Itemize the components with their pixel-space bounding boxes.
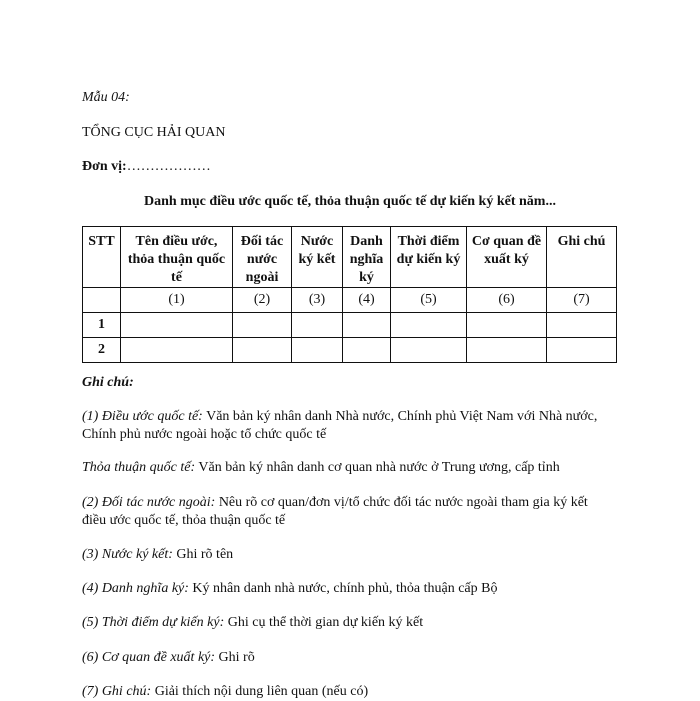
note-text: Ghi rõ <box>215 650 255 665</box>
table-cell <box>467 313 547 338</box>
notes-heading: Ghi chú: <box>82 375 134 390</box>
note-term: (3) Nước ký kết: <box>82 547 173 562</box>
column-number: (4) <box>343 288 391 313</box>
table-cell <box>343 338 391 363</box>
table-cell <box>467 338 547 363</box>
note-text: Nêu rõ cơ quan/đơn vị/tổ chức đối tác nước ngoài tham gia ký kết điều ước quốc tế, thỏa thuận quốc tế <box>82 495 588 528</box>
table-cell <box>121 313 233 338</box>
note-term: (4) Danh nghĩa ký: <box>82 581 189 596</box>
form-code: Mẫu 04: <box>82 90 130 105</box>
table-cell: 2 <box>83 338 121 363</box>
agency-name: TỔNG CỤC HẢI QUAN <box>82 125 226 140</box>
table-row <box>83 338 617 363</box>
note-term: (5) Thời điểm dự kiến ký: <box>82 615 225 630</box>
note-item <box>82 408 612 444</box>
column-number: (2) <box>233 288 292 313</box>
column-header: STT <box>83 227 121 288</box>
note-text: Ghi cụ thể thời gian dự kiến ký kết <box>224 615 424 630</box>
column-header: Ghi chú <box>547 227 617 288</box>
table-cell <box>547 313 617 338</box>
note-term: Thỏa thuận quốc tế: <box>82 460 196 475</box>
note-text: Văn bản ký nhân danh cơ quan nhà nước ở Trung ương, cấp tỉnh <box>195 460 560 475</box>
column-number: (6) <box>467 288 547 313</box>
note-term: (1) Điều ước quốc tế: <box>82 409 203 424</box>
document-title: Danh mục điều ước quốc tế, thỏa thuận quốc tế dự kiến ký kết năm... <box>144 194 556 209</box>
column-number: (3) <box>292 288 343 313</box>
table-cell <box>233 338 292 363</box>
column-number-row <box>83 288 617 313</box>
column-header: Thời điểm dự kiến ký <box>391 227 467 288</box>
column-header: Tên điều ước, thỏa thuận quốc tế <box>121 227 233 288</box>
treaty-catalog-table <box>82 226 617 363</box>
unit-label: Đơn vị: <box>82 159 127 174</box>
note-term: (6) Cơ quan đề xuất ký: <box>82 650 216 665</box>
column-number <box>83 288 121 313</box>
note-item <box>82 614 612 632</box>
note-item <box>82 459 612 477</box>
note-item <box>82 649 612 667</box>
note-text: Ký nhân danh nhà nước, chính phủ, thỏa thuận cấp Bộ <box>188 581 498 596</box>
note-text: Giải thích nội dung liên quan (nếu có) <box>151 684 369 699</box>
table-cell <box>391 313 467 338</box>
note-item <box>82 546 612 564</box>
note-text: Văn bản ký nhân danh Nhà nước, Chính phủ Việt Nam với Nhà nước, Chính phủ nước ngoài hoặc tổ chức quốc tế <box>82 409 598 442</box>
table-cell <box>547 338 617 363</box>
column-header: Danh nghĩa ký <box>343 227 391 288</box>
table-cell <box>391 338 467 363</box>
table-cell <box>292 338 343 363</box>
column-number: (1) <box>121 288 233 313</box>
note-term: (2) Đối tác nước ngoài: <box>82 495 216 510</box>
column-number: (5) <box>391 288 467 313</box>
unit-value: ……………… <box>126 159 211 174</box>
note-item <box>82 683 612 701</box>
table-header-row <box>83 227 617 288</box>
table-cell: 1 <box>83 313 121 338</box>
table-cell <box>121 338 233 363</box>
table-cell <box>292 313 343 338</box>
column-number: (7) <box>547 288 617 313</box>
table-cell <box>233 313 292 338</box>
note-item <box>82 580 612 598</box>
column-header: Đối tác nước ngoài <box>233 227 292 288</box>
column-header: Nước ký kết <box>292 227 343 288</box>
note-item <box>82 494 612 530</box>
column-header: Cơ quan đề xuất ký <box>467 227 547 288</box>
table-cell <box>343 313 391 338</box>
table-row <box>83 313 617 338</box>
note-term: (7) Ghi chú: <box>82 684 152 699</box>
note-text: Ghi rõ tên <box>172 547 234 562</box>
unit-line <box>82 158 211 176</box>
